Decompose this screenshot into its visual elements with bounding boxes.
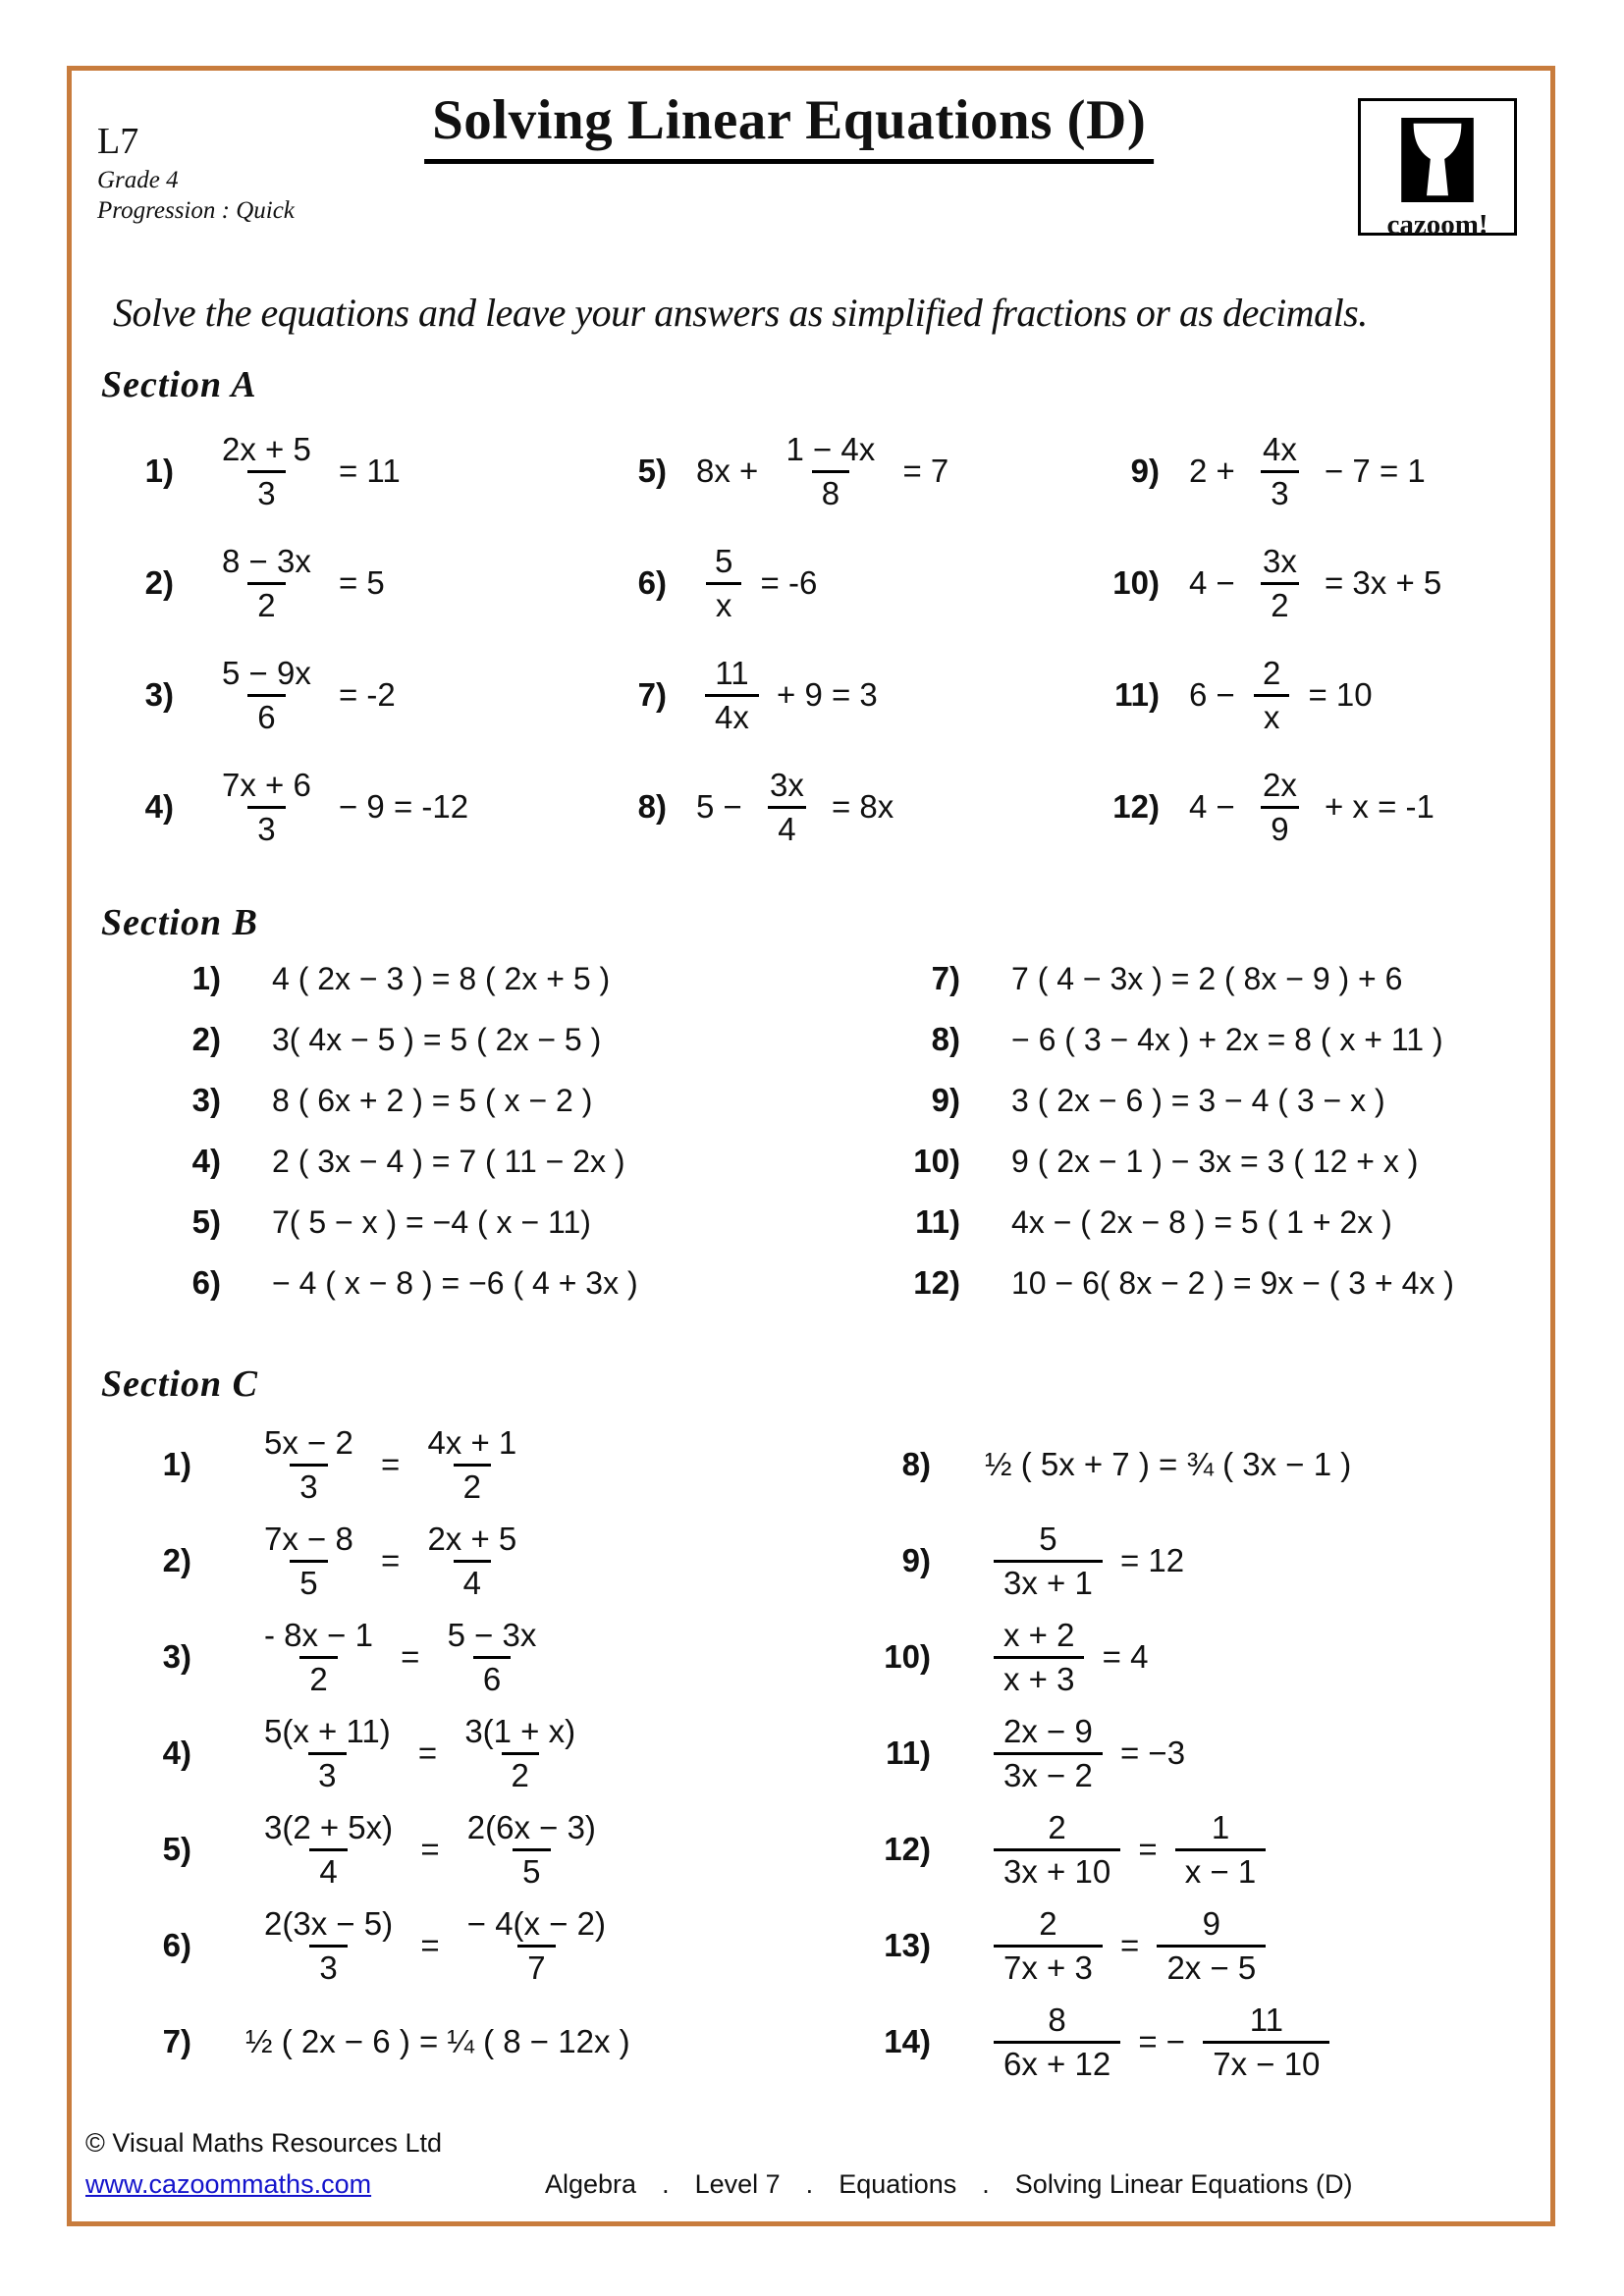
fraction [776,432,885,510]
fraction [254,1618,383,1696]
problem-row [135,1141,811,1182]
problem-number: 4) [191,1143,221,1179]
numerator: 2(3x − 5) [264,1904,394,1942]
problem-row [123,1419,811,1510]
equation [696,656,878,734]
denominator: 6 [473,1656,511,1697]
problem-row [135,958,811,999]
fraction [994,1618,1084,1696]
denominator: 2 [299,1656,337,1697]
denominator: 2 [247,582,285,623]
text-run: = 8x [822,788,894,825]
equation [245,1425,535,1504]
problem-row [874,1141,1550,1182]
fraction [994,1522,1103,1600]
problem-row [123,1900,811,1991]
problem-row [135,1201,811,1243]
problem-row [606,644,1057,746]
equation [1189,544,1441,622]
text-run: = [411,1831,449,1867]
problem-row [135,1262,811,1304]
denominator: 2 [502,1752,539,1793]
problem-number: 2) [144,564,174,601]
problem-row [606,756,1057,858]
numerator: 5 [1039,1520,1057,1557]
equation [272,1265,638,1302]
text-run: 3( 4x − 5 ) = 5 ( 2x − 5 ) [272,1021,602,1057]
numerator: 9 [1202,1904,1221,1942]
numerator: x + 2 [1003,1616,1075,1653]
problem-number: 5) [162,1831,191,1867]
fraction [212,544,321,622]
fraction [212,656,321,734]
text-run: − 9 = -12 [329,788,469,825]
numerator: 4x + 1 [427,1423,517,1461]
fraction [705,544,742,622]
problem-row [606,420,1057,522]
problem-number: 7) [637,676,667,713]
problem-row [874,1019,1550,1060]
denominator: 7 [517,1945,555,1986]
text-run: = [371,1542,409,1578]
text-run: − 7 = 1 [1315,453,1426,489]
worksheet-header [72,71,1550,262]
breadcrumb-item: Solving Linear Equations (D) [1014,2169,1353,2199]
numerator: 11 [1249,2001,1283,2038]
problem-row [874,958,1550,999]
text-run: 4 − [1189,564,1244,601]
problem-number: 14) [884,2023,931,2059]
breadcrumb-item: Algebra [545,2169,637,2199]
section-label: Section A [101,364,257,405]
grade-label: Grade 4 [97,166,179,193]
problem-row [123,1612,811,1702]
text-run: = [1110,1927,1149,1963]
numerator: 2 [1262,654,1281,691]
text-run: ½ ( 5x + 7 ) = ¾ ( 3x − 1 ) [985,1446,1352,1482]
numerator: 3(2 + 5x) [264,1808,394,1845]
text-run: + 9 = 3 [767,676,878,713]
fraction [438,1618,547,1696]
problem-number: 1) [191,960,221,996]
equation [696,544,817,622]
drum-icon [1401,118,1474,202]
equation [985,2002,1338,2081]
problem-number: 8) [637,788,667,825]
numerator: − 4(x − 2) [466,1904,606,1942]
denominator: 3 [290,1464,327,1505]
fraction [254,1522,363,1600]
text-run: 4 ( 2x − 3 ) = 8 ( 2x + 5 ) [272,960,611,996]
numerator: 11 [715,654,749,691]
numerator: 2 [1039,1904,1057,1942]
text-run: − 6 ( 3 − 4x ) + 2x = 8 ( x + 11 ) [1011,1021,1443,1057]
denominator: 3 [247,806,285,847]
fraction [254,1425,363,1504]
numerator: 3x [1262,542,1297,579]
section-columns [72,1419,1550,2093]
problem-number: 3) [162,1638,191,1675]
column [565,420,1057,868]
problem-row [606,532,1057,634]
problem-row [862,1516,1550,1606]
text-run: = −3 [1110,1735,1186,1771]
equation [272,961,610,997]
fraction [1253,544,1307,622]
problem-number: 11) [1114,676,1160,713]
problem-row [123,1708,811,1798]
equation [272,1022,601,1058]
denominator: 3 [309,1945,347,1986]
problem-row [874,1262,1550,1304]
text-run: 5 − [696,788,751,825]
problem-row [862,1612,1550,1702]
text-run: 4x − ( 2x − 8 ) = 5 ( 1 + 2x ) [1011,1203,1392,1240]
problem-number: 7) [162,2023,191,2059]
problem-row [1099,532,1550,634]
denominator: 9 [1261,806,1298,847]
fraction [212,432,321,510]
problem-number: 3) [144,676,174,713]
problem-number: 4) [162,1735,191,1771]
denominator: 4 [768,806,805,847]
problem-row [862,1804,1550,1895]
problem-number: 1) [162,1446,191,1482]
equation [245,1618,555,1696]
page-title: Solving Linear Equations (D) [424,88,1154,164]
problem-number: 10) [913,1143,960,1179]
numerator: 5x − 2 [264,1423,353,1461]
text-run: 8 ( 6x + 2 ) = 5 ( x − 2 ) [272,1082,593,1118]
denominator: 6 [247,694,285,735]
equation [203,544,385,622]
equation [245,1810,615,1889]
equation [696,432,948,510]
text-run: = [391,1638,429,1675]
denominator: x [1254,694,1290,735]
text-run: = 10 [1299,676,1373,713]
text-run: 7 ( 4 − 3x ) = 2 ( 8x − 9 ) + 6 [1011,960,1403,996]
numerator: 5(x + 11) [264,1712,391,1749]
breadcrumb-separator: . [805,2169,814,2199]
fraction [458,1906,616,1985]
numerator: 2(6x − 3) [466,1808,596,1845]
fraction [994,1810,1120,1889]
equation [245,1522,535,1600]
breadcrumb-item: Level 7 [694,2169,781,2199]
text-run: = -2 [329,676,396,713]
problem-row [113,756,565,858]
cazoom-logo [1358,98,1517,240]
numerator: 7x + 6 [222,766,311,803]
problem-row [874,1201,1550,1243]
equation [203,432,401,510]
column [1057,420,1550,868]
numerator: 5 − 3x [447,1616,537,1653]
equation [985,1446,1351,1483]
problem-number: 11) [915,1203,960,1240]
problem-number: 7) [931,960,960,996]
denominator: 5 [513,1848,550,1890]
denominator: 4 [309,1848,347,1890]
equation [1011,1144,1418,1180]
denominator: 2 [1261,582,1298,623]
text-run: + x = -1 [1315,788,1435,825]
text-run: = 5 [329,564,385,601]
text-run: = 3x + 5 [1315,564,1442,601]
fraction [455,1714,585,1792]
equation [272,1204,591,1241]
problem-number: 1) [144,453,174,489]
section-columns [72,420,1550,868]
denominator: 7x − 10 [1203,2041,1329,2082]
denominator: x [706,582,742,623]
fraction [994,2002,1120,2081]
fraction [212,768,321,846]
equation [985,1714,1185,1792]
problem-number: 10) [1112,564,1160,601]
numerator: 7x − 8 [264,1520,353,1557]
progression-label: Progression : Quick [97,197,295,225]
numerator: 8 [1048,2001,1066,2038]
breadcrumb-separator: . [982,2169,990,2199]
text-run: = 11 [329,453,401,489]
text-run: 2 + [1189,453,1244,489]
problem-row [113,532,565,634]
problem-number: 10) [884,1638,931,1675]
problem-row [123,1804,811,1895]
denominator: 4x [705,694,759,735]
column [72,1419,811,2093]
fraction [1253,656,1290,734]
text-run: = 12 [1110,1542,1185,1578]
equation [985,1618,1148,1696]
text-run: = 4 [1093,1638,1149,1675]
numerator: 8 − 3x [222,542,311,579]
problem-row [862,1708,1550,1798]
problem-number: 5) [637,453,667,489]
fraction [254,1810,403,1889]
problem-row [135,1019,811,1060]
problem-number: 9) [901,1542,931,1578]
numerator: 5 − 9x [222,654,311,691]
fraction [705,656,759,734]
equation [1011,1083,1385,1119]
instruction-text: Solve the equations and leave your answers as simplified fractions or as decimals. [113,291,1368,335]
text-run: 8x + [696,453,768,489]
numerator: 2 [1048,1808,1066,1845]
problem-number: 12) [913,1264,960,1301]
denominator: 3 [308,1752,346,1793]
fraction [1253,432,1307,510]
fraction [994,1714,1103,1792]
problem-number: 9) [931,1082,960,1118]
problem-number: 9) [1130,453,1160,489]
problem-row [862,1419,1550,1510]
text-run: 9 ( 2x − 1 ) − 3x = 3 ( 12 + x ) [1011,1143,1419,1179]
equation [245,2023,630,2060]
problem-row [1099,756,1550,858]
column [811,1419,1550,2093]
equation [203,656,396,734]
equation [985,1522,1184,1600]
fraction [458,1810,606,1889]
denominator: 3 [1261,470,1298,511]
level-code: L7 [97,121,139,162]
problem-number: 3) [191,1082,221,1118]
problem-row [862,1997,1550,2087]
fraction [254,1906,403,1985]
problem-number: 4) [144,788,174,825]
equation [985,1906,1274,1985]
text-run: = [411,1927,449,1963]
denominator: 7x + 3 [994,1945,1103,1986]
denominator: 3x − 2 [994,1752,1103,1793]
fraction [760,768,814,846]
fraction [417,1522,526,1600]
problem-row [123,1997,811,2087]
numerator: 2x [1262,766,1297,803]
text-run: 2 ( 3x − 4 ) = 7 ( 11 − 2x ) [272,1143,625,1179]
equation [696,768,893,846]
problem-number: 5) [191,1203,221,1240]
text-run: 3 ( 2x − 6 ) = 3 − 4 ( 3 − x ) [1011,1082,1385,1118]
numerator: 2x + 5 [222,430,311,467]
numerator: - 8x − 1 [264,1616,373,1653]
website-link[interactable]: www.cazoommaths.com [85,2169,372,2199]
problem-number: 6) [637,564,667,601]
equation [1011,1022,1443,1058]
fraction [1175,1810,1266,1889]
fraction [994,1906,1103,1985]
denominator: 5 [290,1560,327,1601]
text-run: − 4 ( x − 8 ) = −6 ( 4 + 3x ) [272,1264,638,1301]
numerator: 3x [769,766,804,803]
denominator: 3x + 10 [994,1848,1120,1890]
fraction [417,1425,526,1504]
equation [245,1906,624,1985]
text-run: = -6 [751,564,818,601]
denominator: x + 3 [994,1656,1084,1697]
problem-number: 6) [191,1264,221,1301]
equation [272,1144,625,1180]
problem-row [1099,644,1550,746]
breadcrumb-item: Equations [839,2169,957,2199]
text-run: = [1129,1831,1166,1867]
problem-number: 6) [162,1927,191,1963]
equation [1011,1204,1392,1241]
text-run: 7( 5 − x ) = −4 ( x − 11) [272,1203,591,1240]
section-c [72,1362,1550,2093]
equation [1011,1265,1454,1302]
fraction [1253,768,1307,846]
problem-number: 12) [1112,788,1160,825]
denominator: 8 [812,470,849,511]
text-run: 6 − [1189,676,1244,713]
problem-number: 2) [162,1542,191,1578]
fraction [254,1714,401,1792]
section-label: Section B [101,902,258,943]
text-run: = [371,1446,409,1482]
section-columns [72,958,1550,1323]
denominator: 2 [454,1464,491,1505]
page-border-frame [67,66,1555,2226]
fraction [1157,1906,1266,1985]
equation [272,1083,592,1119]
denominator: x − 1 [1175,1848,1266,1890]
problem-row [1099,420,1550,522]
text-run: 4 − [1189,788,1244,825]
text-run: = − [1129,2023,1195,2059]
level-meta [97,122,295,225]
numerator: 2x + 5 [427,1520,517,1557]
problem-row [874,1080,1550,1121]
breadcrumb [545,2169,1352,2200]
equation [1189,432,1426,510]
problem-row [135,1080,811,1121]
equation [245,1714,594,1792]
text-run: 10 − 6( 8x − 2 ) = 9x − ( 3 + 4x ) [1011,1264,1454,1301]
numerator: 1 [1211,1808,1230,1845]
denominator: 2x − 5 [1157,1945,1266,1986]
text-run: ½ ( 2x − 6 ) = ¼ ( 8 − 12x ) [245,2023,630,2059]
equation [1011,961,1402,997]
problem-number: 8) [901,1446,931,1482]
problem-row [113,420,565,522]
denominator: 3 [247,470,285,511]
equation [203,768,468,846]
problem-row [113,644,565,746]
fraction [1203,2002,1329,2081]
section-a [72,363,1550,868]
breadcrumb-separator: . [662,2169,670,2199]
denominator: 3x + 1 [994,1560,1103,1601]
problem-row [862,1900,1550,1991]
section-label: Section C [101,1363,258,1405]
numerator: 1 − 4x [785,430,876,467]
text-run: = [408,1735,447,1771]
numerator: 2x − 9 [1003,1712,1093,1749]
logo-text: cazoom! [1386,209,1489,240]
text-run: = 7 [893,453,949,489]
numerator: 5 [715,542,733,579]
equation [985,1810,1274,1889]
column [72,958,811,1323]
problem-number: 11) [886,1735,931,1771]
column [811,958,1550,1323]
section-b [72,901,1550,1323]
denominator: 6x + 12 [994,2041,1120,2082]
numerator: 3(1 + x) [464,1712,576,1749]
problem-number: 8) [931,1021,960,1057]
sections-container [72,363,1550,2093]
numerator: 4x [1262,430,1297,467]
copyright-text: © Visual Maths Resources Ltd [85,2128,443,2158]
equation [1189,768,1435,846]
problem-number: 12) [884,1831,931,1867]
equation [1189,656,1373,734]
denominator: 4 [454,1560,491,1601]
problem-number: 2) [191,1021,221,1057]
problem-row [123,1516,811,1606]
column [72,420,565,868]
problem-number: 13) [884,1927,931,1963]
